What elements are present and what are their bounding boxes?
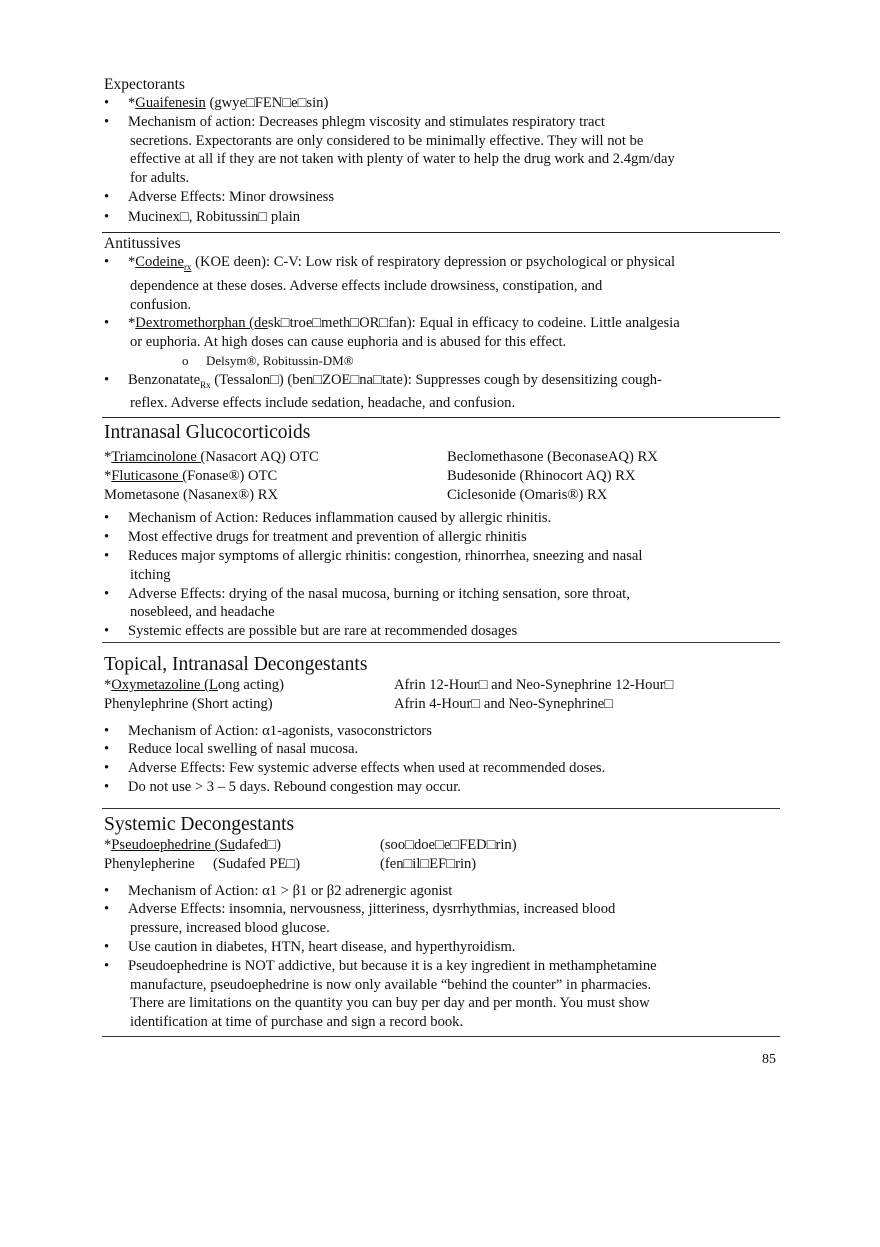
topical-list [104,722,780,797]
systemic-section [104,814,780,1032]
intranasal-heading: Intranasal Glucocorticoids [104,422,311,443]
table-row: Phenylepherine (Sudafed PE□) (fen□il□EF□rin) [104,855,477,872]
table-row: *Pseudoephedrine (Sudafed□) (soo□doe□e□FED□rin) [104,837,517,853]
topical-section [104,654,780,797]
list-item: • Adverse Effects: Minor drowsiness [104,188,780,207]
list-item: • *Guaifenesin (gwye□FEN□e□sin) [104,94,780,113]
intranasal-list [104,509,780,641]
list-item: • Most effective drugs for treatment and prevention of allergic rhinitis [104,528,780,547]
table-row: *Fluticasone (Fonase®) OTC Budesonide (Rhinocort AQ) RX [104,467,636,484]
section-divider [102,642,780,643]
list-item: • Reduce local swelling of nasal mucosa. [104,740,780,759]
table-row: Phenylephrine (Short acting) Afrin 4-Hour□ and Neo-Synephrine□ [104,695,614,712]
table-row: *Triamcinolone (Nasacort AQ) OTC Beclomethasone (BeconaseAQ) RX [104,449,658,465]
list-item: • Systemic effects are possible but are rare at recommended dosages [104,622,780,641]
topical-drug-table [104,676,780,714]
list-item: • Reduces major symptoms of allergic rhinitis: congestion, rhinorrhea, sneezing and nasal itching [104,547,780,585]
list-item: • Do not use > 3 – 5 days. Rebound congestion may occur. [104,778,780,797]
expectorants-list [104,94,780,227]
list-item: • Mechanism of action: Decreases phlegm viscosity and stimulates respiratory tract secretions. Expectorants are only considered to be minimally effective. They will not be effective at all if they are not taken with plenty of water to help the drug work and 2.4gm/day for adults. [104,113,780,188]
systemic-list [104,882,780,1032]
list-item: • Mechanism of Action: α1-agonists, vasoconstrictors [104,722,780,741]
systemic-heading: Systemic Decongestants [104,814,295,835]
section-divider [102,417,780,418]
antitussives-heading: Antitussives [104,235,181,252]
sub-list-item: o Delsym®, Robitussin-DM® [182,352,354,368]
section-divider [102,808,780,809]
table-row: *Oxymetazoline (Long acting) Afrin 12-Hour□ and Neo-Synephrine 12-Hour□ [104,677,674,693]
list-item: • Use caution in diabetes, HTN, heart disease, and hyperthyroidism. [104,938,780,957]
list-item: • Adverse Effects: drying of the nasal mucosa, burning or itching sensation, sore throat, nosebleed, and headache [104,585,780,623]
expectorants-section [104,76,780,227]
antitussives-section [104,235,780,413]
table-row: Mometasone (Nasanex®) RX Ciclesonide (Omaris®) RX [104,486,608,503]
topical-heading: Topical, Intranasal Decongestants [104,654,368,675]
list-item: • Pseudoephedrine is NOT addictive, but because it is a key ingredient in methamphetamine manufacture, pseudoephedrine is now only available “behind the counter” in pharmacies. There are limitations on the quantity you can buy per day and per month. You must show identification at time of purchase and sign a record book. [104,957,780,1032]
section-divider [102,1036,780,1037]
systemic-drug-table [104,836,780,874]
section-divider [102,232,780,233]
list-item: • Benzonatate$_{Rx}$ (Tessalon□) (ben□ZOE□na□tate): Suppresses cough by desensitizing cough- reflex. Adverse effects include sedation, headache, and confusion. [104,371,780,414]
list-item: • Mechanism of Action: α1 > β1 or β2 adrenergic agonist [104,882,780,901]
list-item: • *Codeine$_{rx}$ (KOE deen): C-V: Low risk of respiratory depression or psychological or physical dependence at these doses. Adverse effects include drowsiness, constipation, and confusion. [104,253,780,314]
intranasal-section [104,422,780,641]
list-item: • *Dextromethorphan (desk□troe□meth□OR□fan): Equal in efficacy to codeine. Little analgesia or euphoria. At high doses can cause euphoria and is abused for this effect. [104,314,780,352]
list-item: • Mucinex□, Robitussin□ plain [104,208,780,227]
list-item: • Adverse Effects: insomnia, nervousness, jitteriness, dysrrhythmias, increased blood pressure, increased blood glucose. [104,900,780,938]
intranasal-drug-table [104,448,780,504]
list-item: • Adverse Effects: Few systemic adverse effects when used at recommended doses. [104,759,780,778]
antitussives-list [104,253,780,413]
expectorants-heading: Expectorants [104,76,185,93]
page-number: 85 [762,1052,776,1067]
list-item: • Mechanism of Action: Reduces inflammation caused by allergic rhinitis. [104,509,780,528]
